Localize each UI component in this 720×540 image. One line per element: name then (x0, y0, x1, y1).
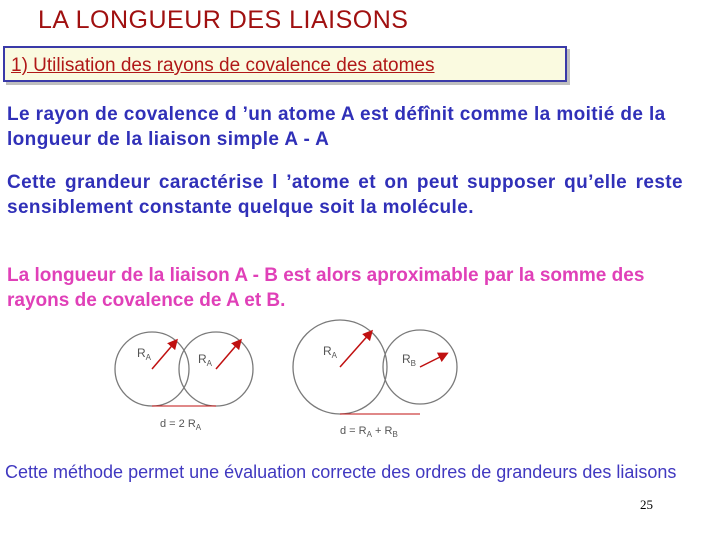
covalent-radius-diagram (0, 315, 720, 455)
paragraph-approximation: La longueur de la liaison A - B est alors aproximable par la somme des rayons de covalence de A et B. (7, 265, 645, 311)
page-title: LA LONGUEUR DES LIAISONS (38, 6, 409, 34)
radius-arrow-right (216, 341, 240, 369)
page-number: 25 (640, 497, 653, 512)
radius-arrow-b (420, 354, 446, 367)
radius-label-left-2: $R_A$ (198, 352, 213, 368)
paragraph-conclusion: Cette méthode permet une évaluation correcte des ordres de grandeurs des liaisons (5, 462, 677, 482)
subtitle-box (3, 46, 567, 82)
paragraph-definition: Le rayon de covalence d ’un atome A est défînit comme la moitié de la longueur de la liaison simple A - A (7, 104, 666, 150)
radius-label-right-b: $R_B$ (402, 352, 417, 368)
paragraph-property: Cette grandeur caractérise l ’atome et on peut supposer qu’elle reste sensiblement constante quelque soit la molécule. (7, 172, 683, 218)
radius-label-left-1: $R_A$ (137, 346, 152, 362)
radius-arrow-left (152, 341, 176, 369)
radius-arrow-a (340, 332, 371, 367)
subtitle-text: 1) Utilisation des rayons de covalence des atomes (11, 55, 435, 76)
radius-label-right-a: $R_A$ (323, 344, 338, 360)
caption-left: d = 2 $R_A$ (160, 418, 202, 432)
caption-right: $d = R_A + R_B$ (340, 425, 398, 439)
